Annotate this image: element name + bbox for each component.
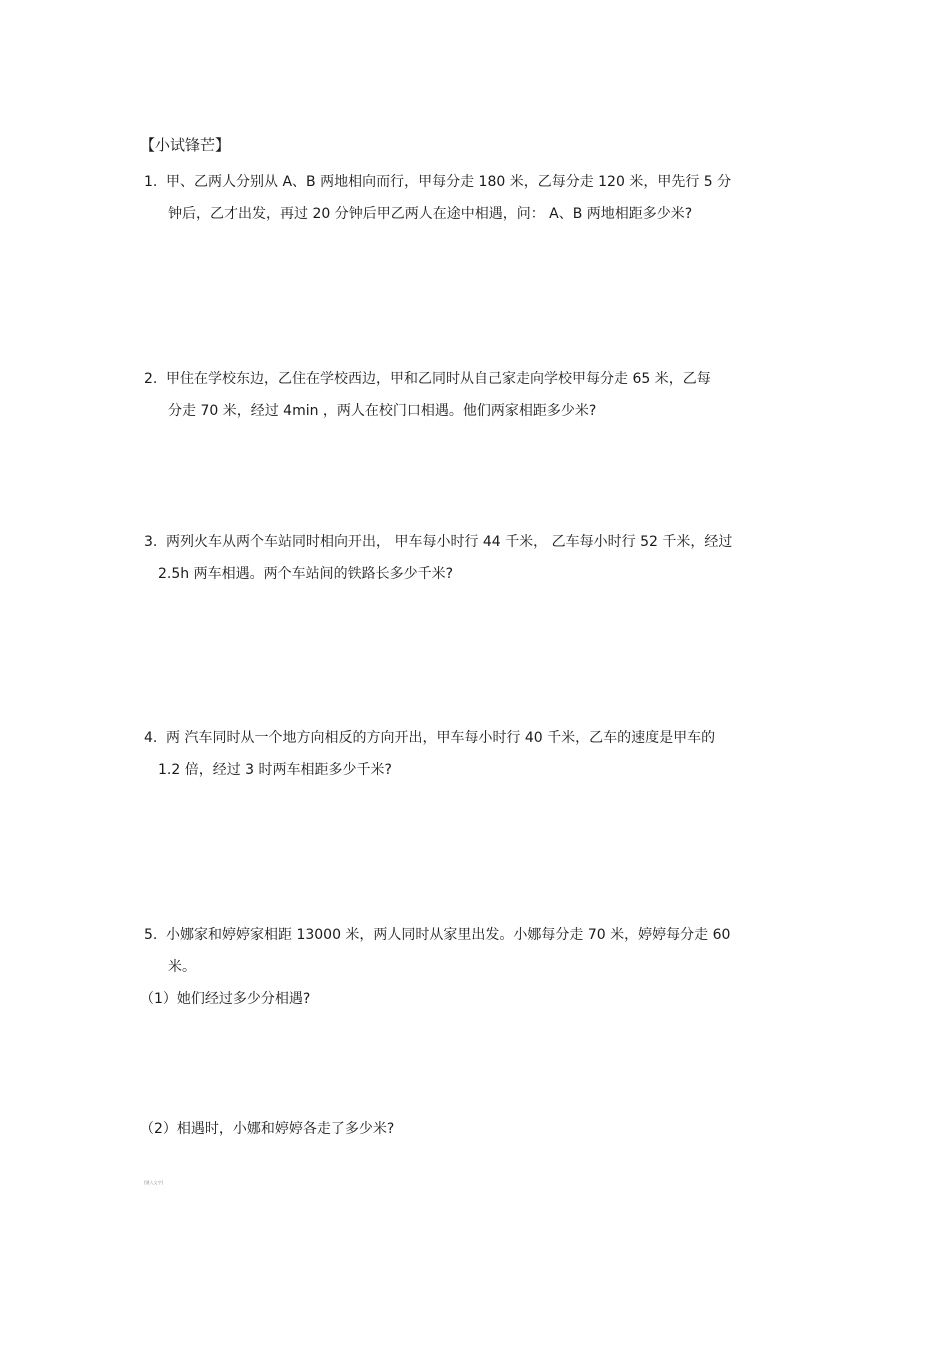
problem-1-number: 1. bbox=[144, 174, 158, 190]
problem-4-line-1: 两 汽车同时从一个地方向相反的方向开出，甲车每小时行 40 千米，乙车的速度是甲车的 bbox=[166, 730, 716, 746]
section-title: 【小试锋芒】 bbox=[140, 136, 231, 154]
problem-5-number: 5. bbox=[144, 927, 158, 943]
problem-2-line-2: 分走 70 米，经过 4min ，两人在校门口相遇。他们两家相距多少米? bbox=[168, 403, 597, 419]
problem-3-line-2: 2.5h 两车相遇。两个车站间的铁路长多少千米? bbox=[158, 566, 454, 582]
problem-5-subquestion-1: （1）她们经过多少分相遇? bbox=[140, 991, 311, 1007]
problem-2-number: 2. bbox=[144, 371, 158, 387]
problem-5-line-2: 米。 bbox=[168, 959, 196, 975]
problem-4-number: 4. bbox=[144, 730, 158, 746]
problem-4-line-2: 1.2 倍，经过 3 时两车相距多少千米? bbox=[158, 762, 392, 778]
problem-3-line-1: 两列火车从两个车站同时相向开出， 甲车每小时行 44 千米， 乙车每小时行 52 千米，经过 bbox=[166, 534, 733, 550]
problem-3-number: 3. bbox=[144, 534, 158, 550]
problem-2-line-1: 甲住在学校东边，乙住在学校西边，甲和乙同时从自己家走向学校甲每分走 65 米，乙每 bbox=[166, 371, 711, 387]
footer-placeholder: [键入文字] bbox=[144, 1180, 164, 1185]
problem-1-line-2: 钟后，乙才出发，再过 20 分钟后甲乙两人在途中相遇，问： A、B 两地相距多少米? bbox=[168, 206, 693, 222]
problem-5-line-1: 小娜家和婷婷家相距 13000 米，两人同时从家里出发。小娜每分走 70 米，婷婷每分走 60 bbox=[166, 927, 731, 943]
problem-5-subquestion-2: （2）相遇时，小娜和婷婷各走了多少米? bbox=[140, 1121, 395, 1137]
problem-1-line-1: 甲、乙两人分别从 A、B 两地相向而行，甲每分走 180 米，乙每分走 120 米，甲先行 5 分 bbox=[166, 174, 732, 190]
